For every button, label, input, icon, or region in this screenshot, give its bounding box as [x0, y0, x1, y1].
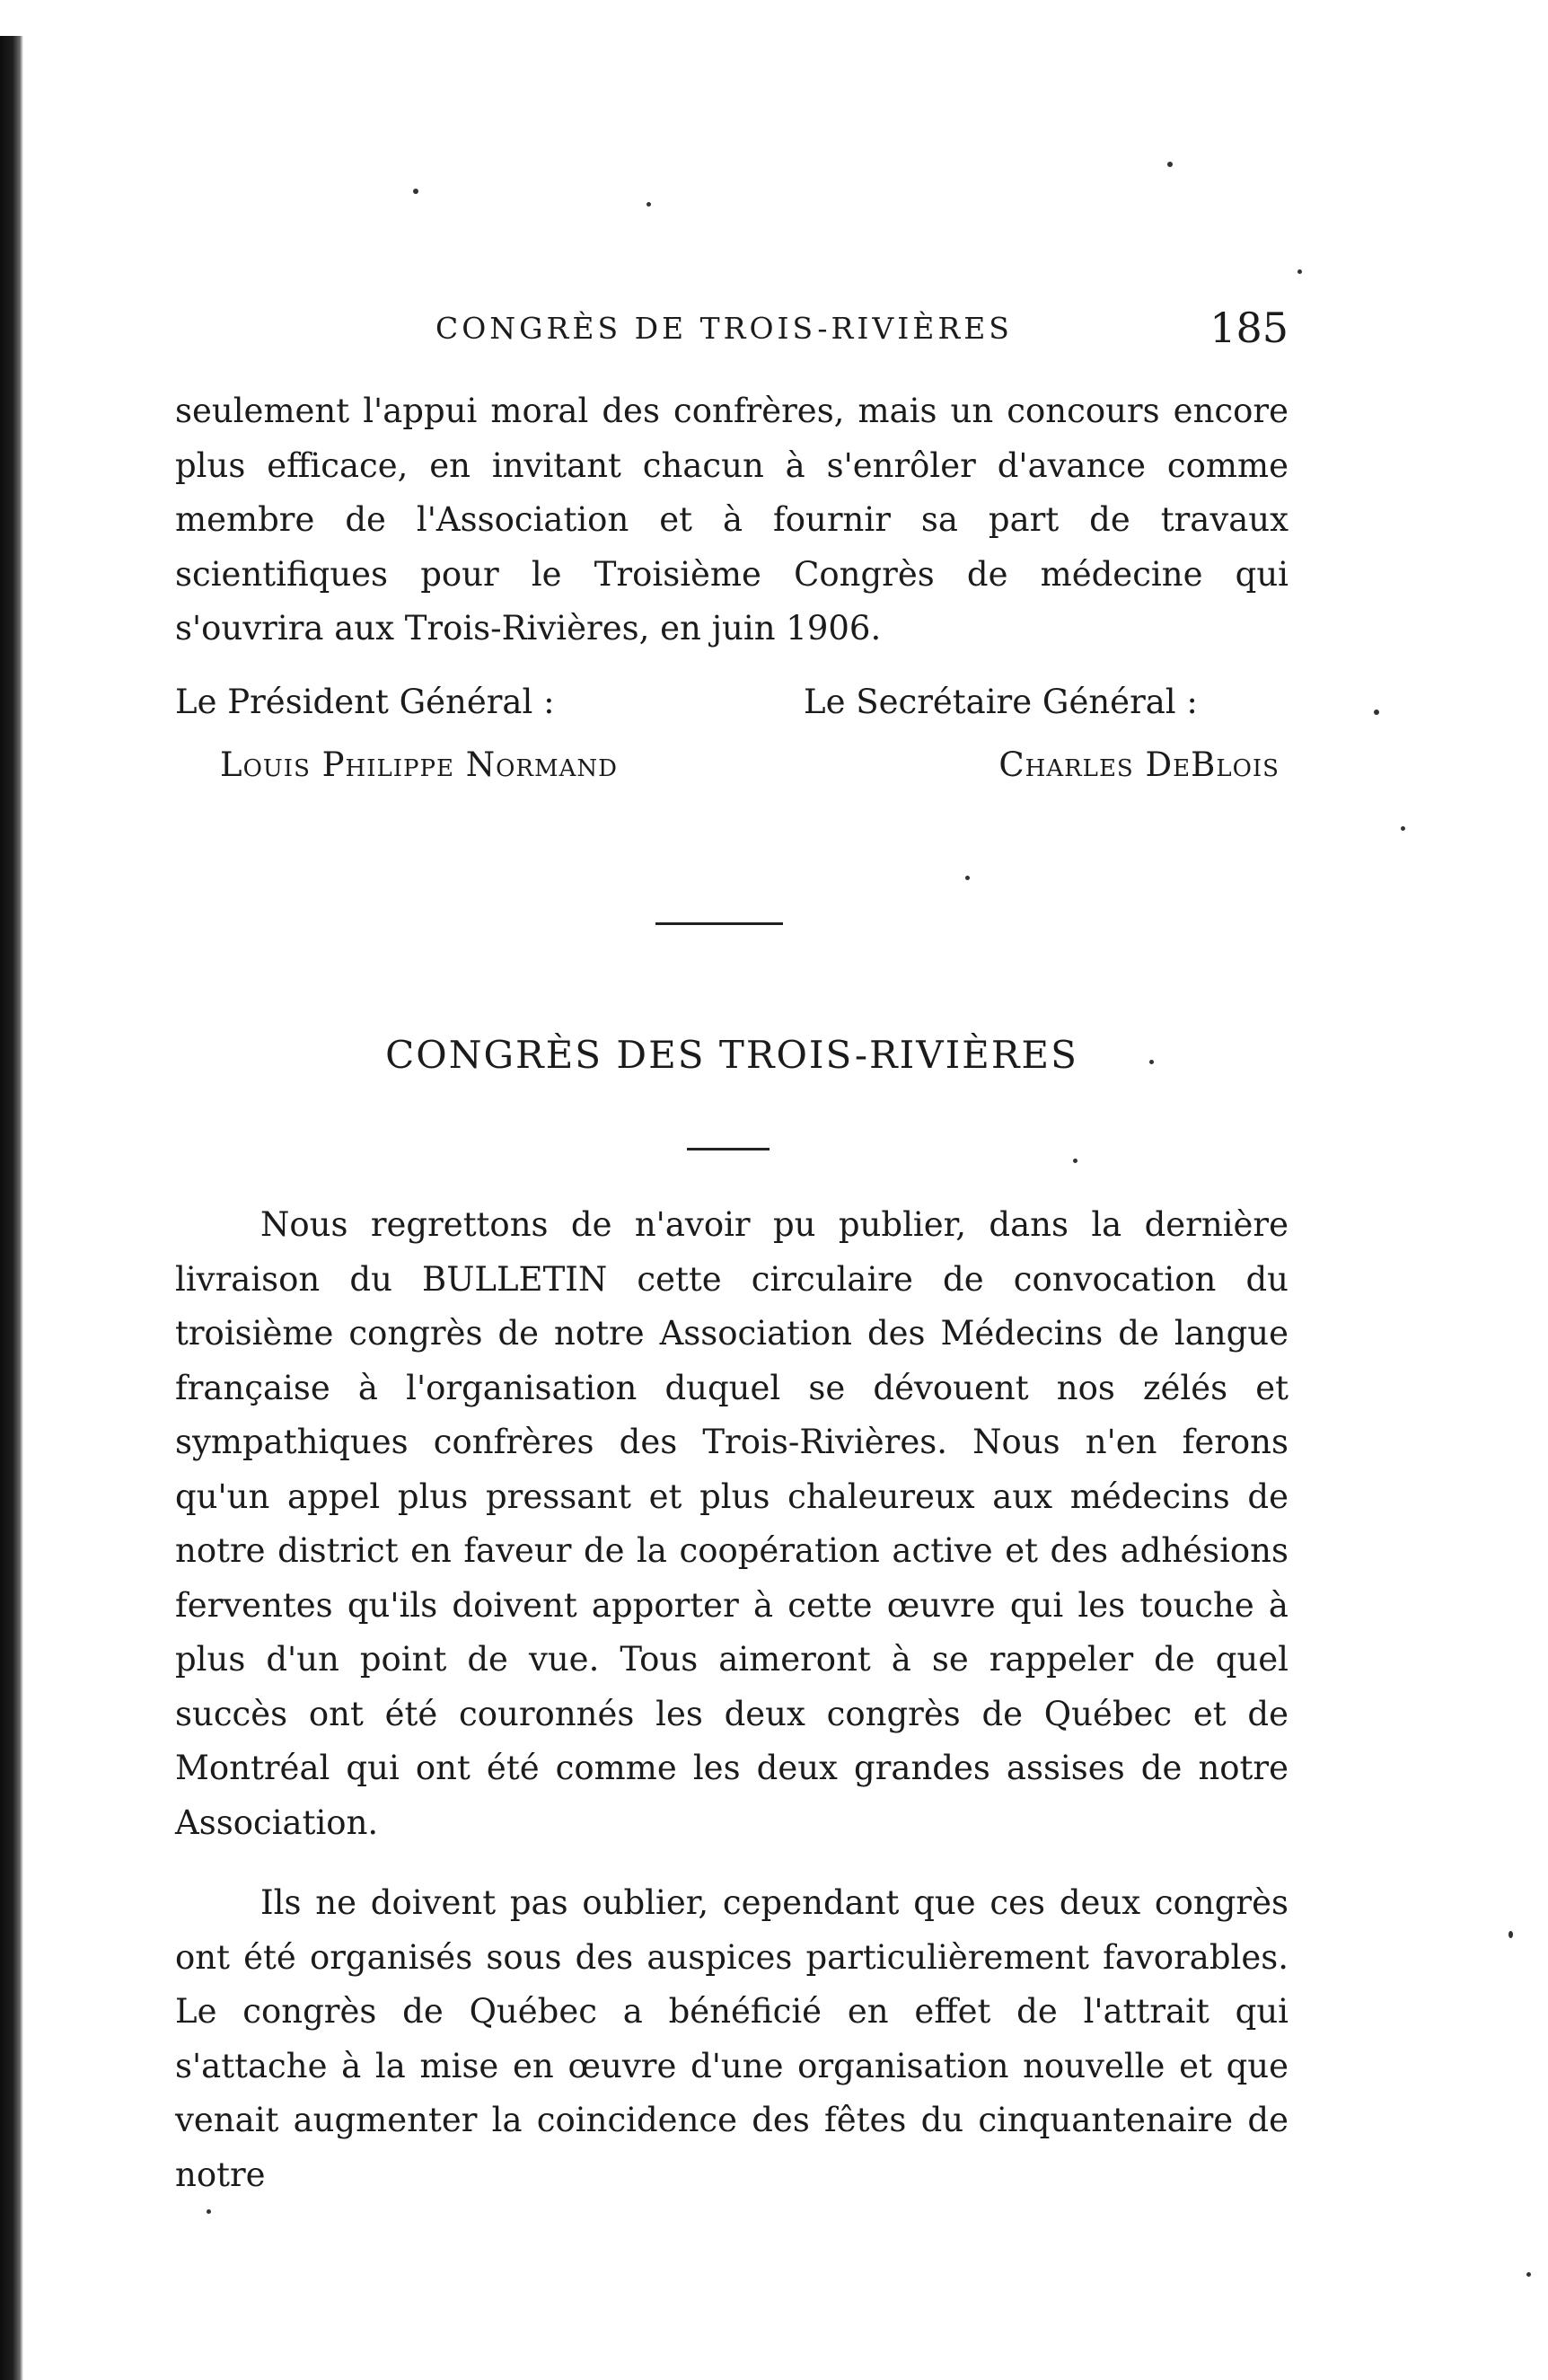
paragraph-continued: [175, 384, 1289, 657]
signature-block: [175, 683, 1289, 808]
paragraph-2: [175, 1198, 1289, 1850]
paragraph-3-text: Ils ne doivent pas oublier, cependant que ces deux congrès ont été organisés sous des auspices particulièrement favorables. Le congrès de Québec a bénéficié en effet de l'attrait qui s'attache à la mise en œuvre d'une organisation nouvelle et que venait augmenter la coincidence des fêtes du cinquantenaire de notre: [175, 1883, 1289, 2194]
president-name: Louis Philippe Normand: [220, 745, 619, 784]
scan-speck: [646, 202, 651, 207]
scan-speck: [1526, 2272, 1531, 2277]
section-title: CONGRÈS DES TROIS-RIVIÈRES: [385, 1033, 1078, 1077]
page-number: 185: [1209, 304, 1289, 352]
running-head-title: CONGRÈS DE TROIS-RIVIÈRES: [435, 311, 1013, 346]
scan-speck: [1149, 1060, 1154, 1064]
paragraph-3: [175, 1876, 1289, 2202]
scan-speck: [1073, 1159, 1077, 1163]
scan-speck: [1401, 826, 1405, 831]
paragraph-2-text: Nous regrettons de n'avoir pu publier, dans la dernière livraison du BULLETIN cette circulaire de convocation du troisième congrès de notre Association des Médecins de langue française à l'organisation duquel se dévouent nos zélés et sympathiques confrères des Trois-Rivières. Nous n'en ferons qu'un appel plus pressant et plus chaleureux aux médecins de notre district en faveur de la coopération active et des adhésions ferventes qu'ils doivent apporter à cette œuvre qui les touche à plus d'un point de vue. Tous aimeront à se rappeler de quel succès ont été couronnés les deux congrès de Québec et de Montréal qui ont été comme les deux grandes assises de notre Association.: [175, 1205, 1289, 1842]
scan-speck: [1508, 1931, 1513, 1938]
scan-speck: [413, 189, 418, 194]
section-divider-rule: [655, 922, 783, 925]
secretary-name: Charles DeBlois: [998, 745, 1280, 784]
scan-speck: [1374, 710, 1379, 715]
scan-speck: [207, 2209, 211, 2214]
running-head: [175, 304, 1289, 357]
scan-speck: [1297, 269, 1302, 274]
secretary-label: Le Secrétaire Général :: [804, 683, 1198, 721]
scan-speck: [1167, 162, 1173, 167]
president-label: Le Président Général :: [175, 683, 555, 721]
title-underline-rule: [687, 1148, 770, 1150]
paragraph-1-text: seulement l'appui moral des confrères, mais un concours encore plus efficace, en invitant chacun à s'enrôler d'avance comme membre de l'Association et à fournir sa part de travaux scientifiques pour le Troisième Congrès de médecine qui s'ouvrira aux Trois-Rivières, en juin 1906.: [175, 392, 1289, 648]
page-binding-shadow: [0, 36, 23, 2380]
scan-speck: [965, 876, 970, 880]
